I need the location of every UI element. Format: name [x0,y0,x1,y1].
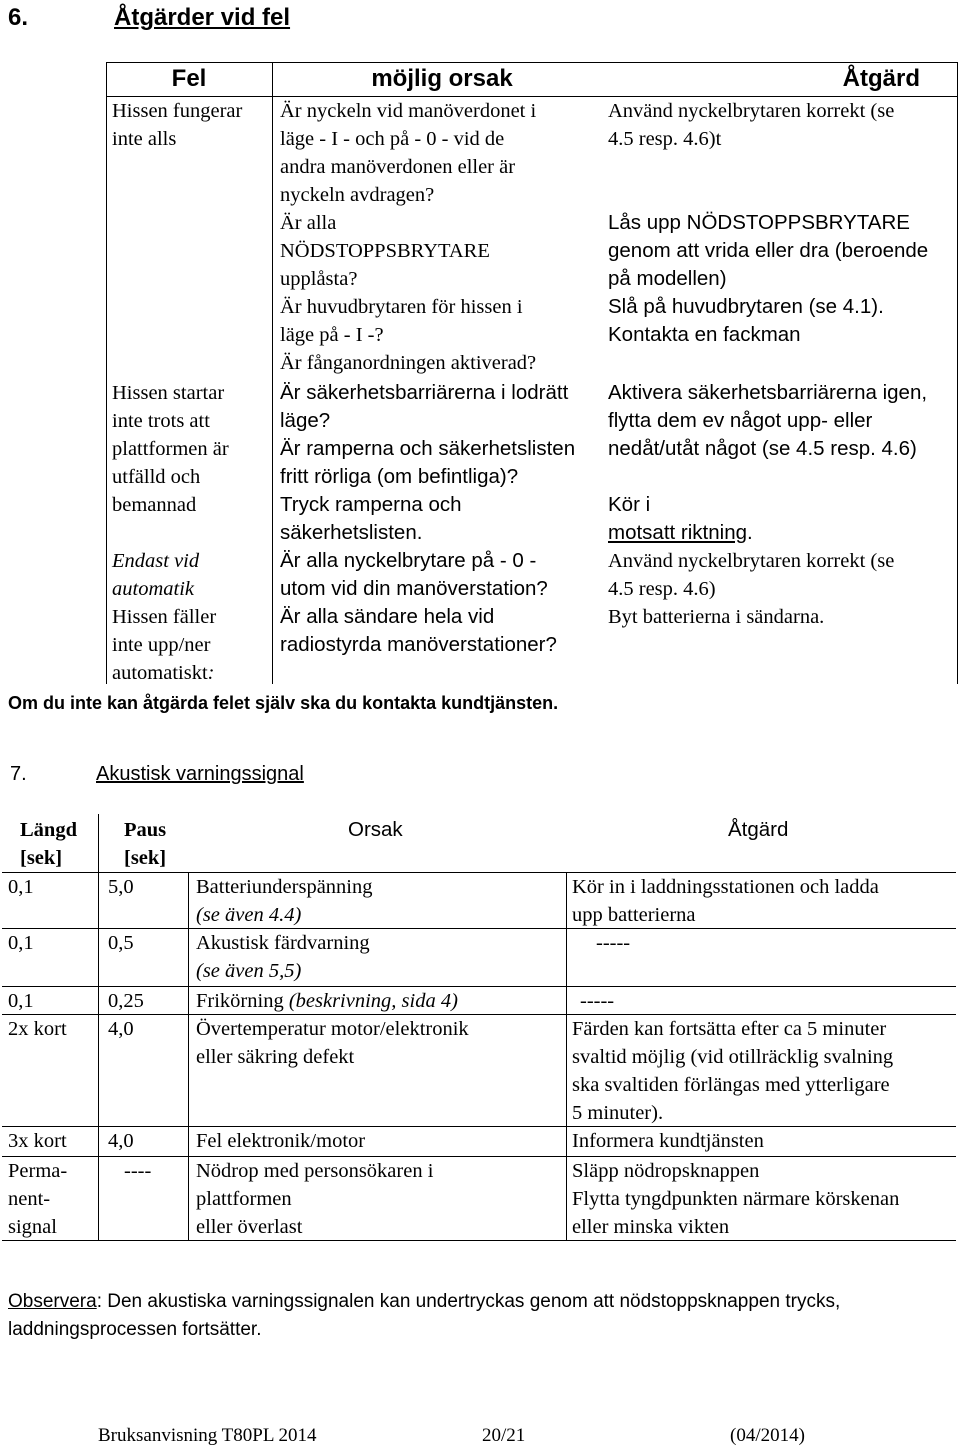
footer-page-number: 20/21 [482,1425,526,1446]
section-7-title: Akustisk varningssignal [96,763,304,785]
fault-row-2-action-2-underlined: motsatt riktning [608,521,747,544]
fault-row-1-cause-2: Är alla NÖDSTOPPSBRYTARE upplåsta? [280,212,490,290]
signal-row-5-langd: 3x kort [8,1130,67,1152]
signal-table [0,814,960,1242]
fault-row-2-action-2-suffix: . [747,521,753,544]
fault-row-3-fel-italic: Endast vid automatik [112,550,200,600]
fault-row-2-action-2-prefix: Kör i [608,493,651,516]
signal-row-4-orsak: Övertemperatur motor/elektronik eller säkring defekt [196,1018,469,1068]
signal-row-1-orsak-ref: (se även 4.4) [196,904,302,926]
fault-row-3-fel [112,603,216,687]
section-7-number: 7. [10,763,27,785]
signal-row-2-atgard: ----- [596,932,631,954]
fault-row-1-cause-3: Är huvudbrytaren för hissen i läge på - I -? [280,296,523,346]
signal-row-2-langd: 0,1 [8,932,34,954]
signal-header-orsak: Orsak [348,818,403,841]
fault-row-1-cause-1: Är nyckeln vid manöverdonet i läge - I - och på - 0 - vid de andra manöverdonen eller är nyckeln avdragen? [280,100,537,206]
observera-label: Observera [8,1291,97,1312]
signal-row-3-orsak [196,987,458,1015]
observera-text: : Den akustiska varningssignalen kan undertryckas genom att nödstoppsknappen trycks, laddningsprocessen fortsätter. [8,1291,841,1340]
row-divider [2,986,956,987]
fault-row-1-action-3: Slå på huvudbrytaren (se 4.1). Kontakta en fackman [608,295,884,346]
contact-support-note: Om du inte kan åtgärda felet själv ska du kontakta kundtjänsten. [8,693,559,713]
signal-row-3-orsak-text: Frikörning [196,990,284,1012]
signal-row-4-paus: 4,0 [108,1018,134,1040]
signal-row-6-orsak: Nödrop med personsökaren i plattformen eller överlast [196,1160,434,1238]
table-border-right [957,62,958,684]
signal-row-4-langd: 2x kort [8,1018,67,1040]
signal-row-6-langd: Perma- nent- signal [8,1160,68,1238]
column-divider [272,62,273,684]
fault-row-3-action: Använd nyckelbrytaren korrekt (se 4.5 resp. 4.6) Byt batterierna i sändarna. [608,550,895,628]
signal-row-3-atgard: ----- [580,990,615,1012]
signal-row-5-paus: 4,0 [108,1130,134,1152]
footer-date: (04/2014) [730,1425,805,1446]
fault-header-fel: Fel [171,65,207,92]
signal-row-6-paus: ---- [124,1160,152,1182]
signal-header-langd: Längd [sek] [20,819,77,869]
footer-document: Bruksanvisning T80PL 2014 [98,1425,317,1446]
signal-row-3-paus: 0,25 [108,990,144,1012]
column-divider [98,814,99,1240]
fault-row-1-action-2: Lås upp NÖDSTOPPSBRYTARE genom att vrida eller dra (beroende på modellen) [608,211,929,290]
fault-row-2-fel: Hissen startar inte trots att plattformen är utfälld och bemannad [112,382,229,516]
fault-row-2-cause: Är säkerhetsbarriärerna i lodrätt läge? Är ramperna och säkerhetslisten fritt rörliga (om befintliga)? Tryck ramperna och säkerhetslisten. [280,381,576,544]
signal-row-5-orsak: Fel elektronik/motor [196,1130,366,1152]
signal-row-1-paus: 5,0 [108,876,134,898]
signal-row-3-orsak-ref: (beskrivning, sida 4) [288,990,458,1012]
signal-row-6-atgard: Släpp nödropsknappen Flytta tyngdpunkten närmare körskenan eller minska vikten [572,1160,900,1238]
signal-row-2-paus: 0,5 [108,932,134,954]
fault-row-3-fel-colon: : [207,662,215,684]
signal-row-2-orsak-ref: (se även 5,5) [196,960,302,982]
fault-row-2-action-2 [608,463,753,547]
fault-row-1-cause-4: Är fånganordningen aktiverad? [280,352,537,374]
signal-header-atgard: Åtgärd [728,818,789,841]
column-divider [566,872,567,1240]
observera-note [8,1288,948,1344]
fault-table [106,62,958,684]
fault-row-1-fel: Hissen fungerar inte alls [112,100,243,150]
column-divider [188,872,189,1240]
signal-header-paus: Paus [sek] [124,819,167,869]
signal-row-1-orsak: Batteriunderspänning [196,876,373,898]
signal-row-1-atgard: Kör in i laddningsstationen och ladda upp batterierna [572,876,879,926]
section-6-title: Åtgärder vid fel [114,4,291,31]
fault-row-3-cause: Är alla nyckelbrytare på - 0 - utom vid din manöverstation? Är alla sändare hela vid radiostyrda manöverstationer? [280,549,557,656]
signal-row-5-atgard: Informera kundtjänsten [572,1130,764,1152]
fault-row-2-action: Aktivera säkerhetsbarriärerna igen, flytta dem ev något upp- eller nedåt/utåt något (se 4.5 resp. 4.6) [608,381,928,460]
signal-row-3-langd: 0,1 [8,990,34,1012]
table-border-left [106,62,107,684]
fault-header-orsak: möjlig orsak [371,65,513,92]
fault-row-1-action-1: Använd nyckelbrytaren korrekt (se 4.5 resp. 4.6)t [608,100,895,150]
signal-row-2-orsak: Akustisk färdvarning [196,932,370,954]
section-6-number: 6. [8,4,29,31]
fault-row-3-fel-text: Hissen fäller inte upp/ner automatiskt [112,606,217,684]
signal-row-1-langd: 0,1 [8,876,34,898]
fault-header-atgard: Åtgärd [842,65,920,92]
signal-row-4-atgard: Färden kan fortsätta efter ca 5 minuter svaltid möjlig (vid otillräcklig svalning ska svaltiden förlängas med ytterligare 5 minuter). [572,1018,894,1124]
